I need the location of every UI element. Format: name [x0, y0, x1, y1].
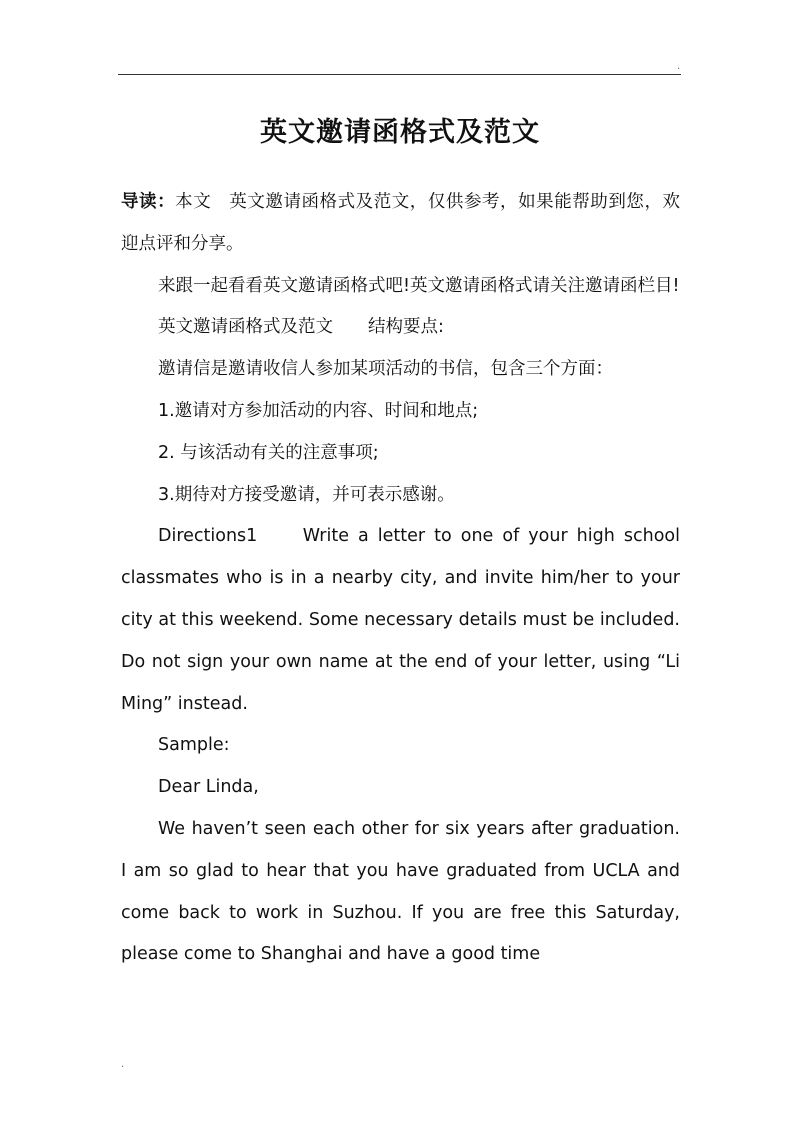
- paragraph-4: 1.邀请对方参加活动的内容、时间和地点;: [158, 400, 479, 421]
- paragraph-3: 邀请信是邀请收信人参加某项活动的书信，包含三个方面：: [158, 359, 613, 380]
- intro-text: 本文 英文邀请函格式及范文，仅供参考，如果能帮助到您，欢迎点评和分享。: [121, 192, 681, 254]
- header-dot: .: [677, 61, 681, 72]
- header-rule: [118, 74, 681, 75]
- paragraph-directions: Directions1 Write a letter to one of your high school classmates who is in a nearby city, and invite him/her to your city at this weekend. Some necessary details must be included. Do not sign your own name at the end of your letter, using “Li Ming” instead.: [121, 526, 680, 714]
- paragraph-6: 3.期待对方接受邀请，并可表示感谢。: [158, 484, 455, 505]
- intro-label: 导读：: [121, 192, 176, 212]
- intro-paragraph: [121, 182, 680, 266]
- document-body: [121, 182, 680, 976]
- page-title: 英文邀请函格式及范文: [260, 117, 540, 148]
- paragraph-1: 来跟一起看看英文邀请函格式吧!英文邀请函格式请关注邀请函栏目!: [158, 275, 680, 296]
- paragraph-letter-body: We haven’t seen each other for six years after graduation. I am so glad to hear that you have graduated from UCLA and come back to work in Suzhou. If you are free this Saturday, please come to Shanghai and have a good time: [121, 818, 680, 965]
- paragraph-sample: Sample:: [158, 735, 230, 756]
- paragraph-2: 英文邀请函格式及范文 结构要点:: [158, 317, 444, 338]
- footer-dot: .: [121, 1059, 125, 1070]
- paragraph-5: 2. 与该活动有关的注意事项;: [158, 442, 379, 463]
- paragraph-salutation: Dear Linda,: [158, 777, 259, 798]
